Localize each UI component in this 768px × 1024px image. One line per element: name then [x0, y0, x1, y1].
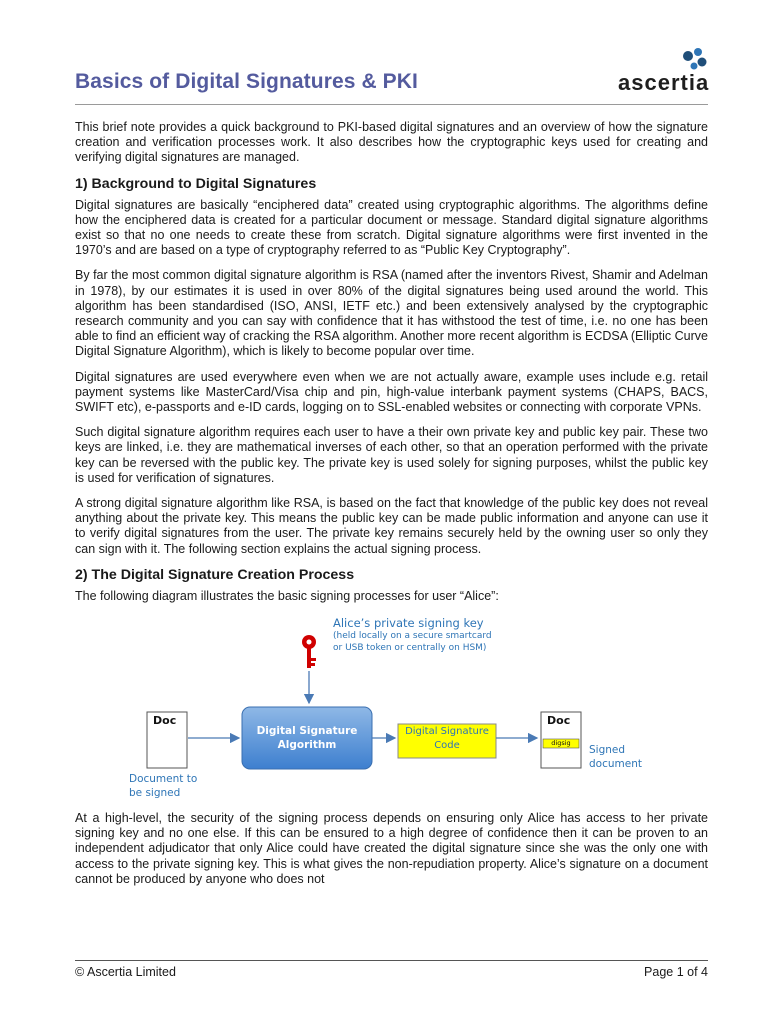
section-1-paragraph-2: By far the most common digital signature algorithm is RSA (named after the inventors Rivest, Shamir and Adelman in 1978), by our estimates it is used in over 80% of the digital signatures being used around the world. This algorithm has been standardised (ISO, ANSI, IETF etc.) and been extensively analysed by the cryptographic research community and you can say with confidence that it has withstood the test of time, i.e. no one has been able to find an efficient way of cracking the RSA algorithm. Another more recent algorithm is ECDSA (Elliptic Curve Digital Signature Algorithm), which is likely to become popular over time.	[75, 268, 708, 359]
footer-page-number: Page 1 of 4	[644, 965, 708, 979]
section-1-heading: 1) Background to Digital Signatures	[75, 175, 317, 192]
key-label-line-1: Alice’s private signing key	[333, 616, 484, 631]
section-1-paragraph-4: Such digital signature algorithm requires each user to have a their own private key and public key pair. These two keys are linked, i.e. they are mathematical inverses of each other, so that an operation performed with the private key can be reversed with the public key. The private key is used solely for signing purposes, whilst the public key is used for verification of signatures.	[75, 425, 708, 485]
private-key-icon	[302, 635, 316, 668]
section-2-intro: The following diagram illustrates the basic signing processes for user “Alice”:	[75, 588, 499, 603]
signing-diagram	[75, 608, 708, 803]
footer-copyright: © Ascertia Limited	[75, 965, 176, 979]
document-body	[75, 120, 708, 897]
page-title: Basics of Digital Signatures & PKI	[75, 70, 418, 93]
digsig-label: digsig	[551, 739, 571, 748]
intro-paragraph: This brief note provides a quick background to PKI-based digital signatures and an overview of how the signature creation and verification processes work. It also describes how the cryptographic keys used for creating and verifying digital signatures are managed.	[75, 120, 708, 165]
doc-left-label: Doc	[153, 714, 177, 728]
doc-left-caption-1: Document to	[129, 773, 198, 786]
section-1-paragraph-3: Digital signatures are used everywhere even when we are not actually aware, example uses include e.g. retail payment systems like MasterCard/Visa chip and pin, high-value interbank payment systems (CHAPS, BACS, SWIFT etc), e-passports and e-ID cards, logging on to SSL-enabled websites or connecting with corporate VPNs.	[75, 369, 708, 415]
algorithm-box	[242, 707, 372, 769]
key-label-line-3: or USB token or centrally on HSM)	[333, 643, 487, 654]
signed-caption-1: Signed	[589, 744, 626, 757]
section-1-paragraph-1: Digital signatures are basically “enciphered data” created using cryptographic algorithms. The algorithms define how the enciphered data is created for a particular document or message. Standard digital signature algorithms exist so that no one needs to create these from scratch. Digital signature algorithms were first invented in the 1970’s and are based on a type of cryptography referred to as “Public Key Cryptography”.	[75, 197, 708, 258]
logo-text: ascertia	[618, 70, 710, 95]
algorithm-label-2: Algorithm	[277, 739, 337, 752]
code-label-1: Digital Signature	[405, 726, 489, 738]
code-label-2: Code	[434, 740, 460, 752]
doc-right-label: Doc	[547, 714, 571, 728]
section-1-paragraph-5: A strong digital signature algorithm like RSA, is based on the fact that knowledge of the public key does not reveal anything about the private key. This means the public key can be made public information and anyone can use it to verify digital signatures from the user. The private key remains securely held by the owning user so only they can sign with it. The following section explains the actual signing process.	[75, 496, 708, 556]
section-2-paragraph: At a high-level, the security of the signing process depends on ensuring only Alice has access to her private signing key and no one else. If this can be ensured to a high degree of confidence then it can be proven to an independent adjudicator that only Alice could have created the digital signature since she was the only one with access to the private signing key. This is what gives the non-repudiation property. Alice’s signature on a document cannot be produced by anyone who does not	[75, 811, 708, 886]
footer-divider	[75, 960, 708, 961]
signed-caption-2: document	[589, 758, 642, 771]
key-label-line-2: (held locally on a secure smartcard	[333, 631, 492, 642]
algorithm-label-1: Digital Signature	[256, 725, 358, 738]
doc-left-caption-2: be signed	[129, 787, 181, 800]
ascertia-logo	[618, 44, 712, 96]
section-2-heading: 2) The Digital Signature Creation Process	[75, 566, 355, 583]
title-divider	[75, 104, 708, 105]
